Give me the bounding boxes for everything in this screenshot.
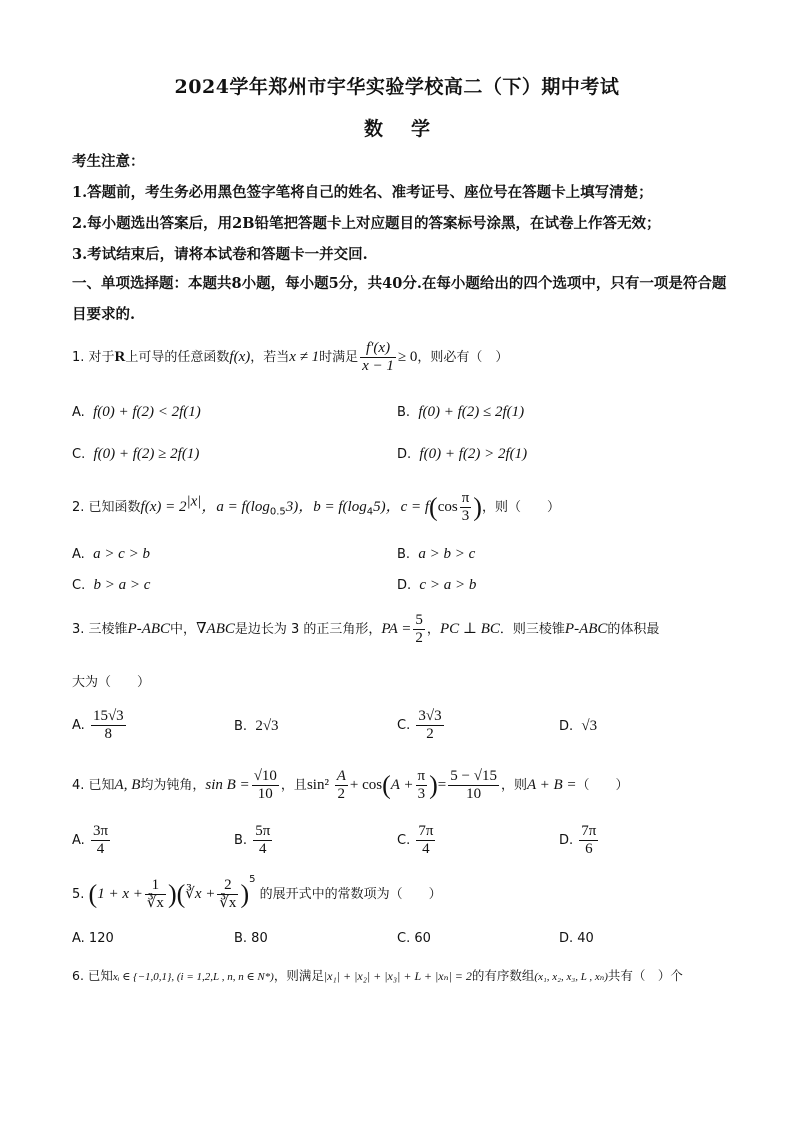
q3-c-label: C. <box>397 718 411 733</box>
q4-c-fraction <box>416 823 435 858</box>
q5-option-b[interactable]: B. 80 <box>234 931 268 946</box>
q4-text-c: ，且 <box>280 778 307 793</box>
q2-fraction <box>460 490 472 525</box>
question-3-line-2: 大为（ ） <box>72 675 151 690</box>
q3-d-text: √3 <box>581 718 598 734</box>
q1-c-label: C. <box>72 447 86 462</box>
q1-real-symbol: R <box>114 349 126 365</box>
q4-b-num: 5π <box>255 823 271 839</box>
q2-c: ，c = f <box>385 499 430 515</box>
q2-b-text: a > b > c <box>418 546 476 562</box>
q4-ab: A, B <box>114 777 141 793</box>
q3-pa: PA = <box>381 621 412 637</box>
q4-b-label: B. <box>234 833 248 848</box>
q3-a-label: A. <box>72 718 85 733</box>
q3-a-den: 8 <box>104 726 113 742</box>
q4-eq: = <box>437 777 447 793</box>
q6-text-d: 共有（ ）个 <box>607 968 683 983</box>
q6-text-a: 6. 已知 <box>72 968 113 983</box>
q4-rhs-num: 5 − √15 <box>450 768 497 784</box>
q3-option-a[interactable] <box>72 708 128 743</box>
q4-option-b[interactable] <box>234 823 274 858</box>
q4-rhs-den: 10 <box>466 786 482 802</box>
q4-c-label: C. <box>397 833 411 848</box>
q1-option-d[interactable] <box>397 446 527 463</box>
q4-d-num: 7π <box>581 823 597 839</box>
q1-a-label: A. <box>72 405 85 420</box>
q1-text-c: ，若当 <box>250 350 290 365</box>
q5-option-a[interactable]: A. 120 <box>72 931 114 946</box>
q4-a-den-opt: 4 <box>96 841 105 857</box>
question-4-stem <box>72 768 629 803</box>
q3-pabc: P-ABC <box>127 621 171 637</box>
question-2-stem <box>72 490 560 525</box>
q3-text-a: 3. 三棱锥 <box>72 622 128 637</box>
q4-sinb-den: 10 <box>257 786 273 802</box>
q4-option-d[interactable] <box>559 823 600 858</box>
q3-b-text: 2√3 <box>255 718 279 734</box>
q2-b-end: 5) <box>373 499 386 515</box>
q2-option-a[interactable] <box>72 546 150 563</box>
q5-f1-den: ∛x <box>146 895 164 911</box>
q1-frac-num: f′(x) <box>360 340 396 358</box>
q1-a-text: f(0) + f(2) < 2f(1) <box>93 404 201 420</box>
q4-d-den: 6 <box>585 841 593 857</box>
q4-b-den: 4 <box>258 841 267 857</box>
q4-paren-close: ) <box>429 770 438 800</box>
q1-fx: f(x) <box>229 349 251 365</box>
q2-option-c[interactable] <box>72 577 150 594</box>
q1-d-text: f(0) + f(2) > 2f(1) <box>419 446 528 462</box>
q4-a-num-opt: 3π <box>92 823 109 839</box>
q5-expr1: 1 + x + <box>97 886 143 902</box>
q1-condition: x ≠ 1 <box>289 349 320 365</box>
q4-b-fraction <box>253 823 272 858</box>
question-6-stem <box>72 966 683 984</box>
q3-c-num: 3√3 <box>418 708 442 724</box>
exam-title: 2024学年郑州市宇华实验学校高二（下）期中考试 <box>174 76 620 98</box>
q4-rhs <box>448 768 499 803</box>
q4-a-num: A <box>336 768 346 784</box>
q2-option-b[interactable] <box>397 546 475 563</box>
q4-text-d: ，则 <box>500 778 527 793</box>
q5-f2-den: ∛x <box>219 895 237 911</box>
q1-frac-den: x − 1 <box>362 358 394 374</box>
q5-number: 5. <box>72 887 85 902</box>
q4-c-den: 4 <box>422 841 430 857</box>
q1-option-c[interactable] <box>72 446 199 463</box>
q3-text-c: 是边长为 3 的正三角形， <box>234 622 382 637</box>
q2-text-e: ，则（ ） <box>481 500 560 515</box>
q1-text-a: 1. 对于 <box>72 350 115 365</box>
q5-frac-1 <box>145 877 166 912</box>
q4-pi-num: π <box>417 768 426 784</box>
q5-text: 的展开式中的常数项为（ ） <box>259 887 442 902</box>
q2-d-text: c > a > b <box>419 577 477 593</box>
q1-c-text: f(0) + f(2) ≥ 2f(1) <box>93 446 200 462</box>
q1-b-text: f(0) + f(2) ≤ 2f(1) <box>418 404 525 420</box>
q4-cos: + cos <box>349 777 383 793</box>
q4-sinb-num: √10 <box>253 768 277 784</box>
q3-text-f: 的体积最 <box>607 622 660 637</box>
q3-triangle: ∇ABC <box>196 621 235 637</box>
q1-option-a[interactable] <box>72 404 201 421</box>
q4-text-b: 均为钝角， <box>140 778 206 793</box>
q4-d-label: D. <box>559 833 574 848</box>
q2-a-text: a > c > b <box>93 546 150 562</box>
q2-d-label: D. <box>397 578 412 593</box>
notice-heading: 考生注意： <box>72 153 145 170</box>
q5-expr2: ∛x + <box>185 886 216 902</box>
q2-b-sub: 4 <box>366 506 374 518</box>
q2-frac-num: π <box>461 490 470 506</box>
q3-b-label: B. <box>234 719 248 734</box>
q4-c-num: 7π <box>418 823 434 839</box>
q6-text-b: ，则满足 <box>273 968 324 983</box>
q4-option-a[interactable] <box>72 823 112 858</box>
q5-frac-2 <box>217 877 238 912</box>
notice-item-2: 2.每小题选出答案后，用2B铅笔把答题卡上对应题目的答案标号涂黑，在试卷上作答无效； <box>72 215 661 232</box>
q1-option-b[interactable] <box>397 404 524 421</box>
q1-text-d: 时满足 <box>319 350 359 365</box>
q3-c-den: 2 <box>426 726 434 742</box>
q2-c-text: b > a > c <box>93 577 151 593</box>
q5-f1-num: 1 <box>145 877 166 895</box>
q2-a-label: A. <box>72 547 85 562</box>
q2-paren-close: ) <box>473 492 482 522</box>
q2-text-a: 2. 已知函数 <box>72 500 141 515</box>
q4-a-den: 2 <box>337 786 346 802</box>
q1-b-label: B. <box>397 405 411 420</box>
subject-title: 数学 <box>363 118 458 140</box>
section-heading: 一、单项选择题：本题共8小题，每小题5分，共40分.在每小题给出的四个选项中，只有一项是符合题目要求的. <box>72 275 727 323</box>
q2-paren-open: ( <box>429 492 438 522</box>
q4-cos-inner: A + <box>390 777 414 793</box>
question-5-stem <box>72 874 442 912</box>
q3-frac-num: 5 <box>415 612 423 628</box>
q3-fraction <box>413 612 425 647</box>
q2-b: ，b = f(log <box>298 499 367 515</box>
q2-frac-den: 3 <box>461 508 470 524</box>
q5-paren-2-close: ) <box>240 879 250 909</box>
q4-option-c[interactable] <box>397 823 437 858</box>
q4-sin2: sin² <box>306 777 333 793</box>
q3-option-d[interactable] <box>559 718 597 735</box>
q6-text-c: 的有序数组 <box>471 968 535 983</box>
q2-a: ，a = f(log <box>201 499 270 515</box>
notice-item-1: 1.答题前，考生务必用黑色签字笔将自己的姓名、准考证号、座位号在答题卡上填写清楚； <box>72 184 653 201</box>
question-3-stem <box>72 612 659 647</box>
question-1-stem <box>72 340 508 375</box>
q2-c-label: C. <box>72 578 86 593</box>
q4-pi-den: 3 <box>417 786 426 802</box>
q5-power: 5 <box>249 874 256 885</box>
q4-sinb: sin B = <box>205 777 250 793</box>
q4-pi-third <box>416 768 428 803</box>
q6-tuple: (x₁, x₂, x₃, L , xₙ) <box>534 971 608 983</box>
q4-text-e: （ ） <box>576 778 629 793</box>
q1-text-e: ，则必有（ ） <box>417 350 509 365</box>
q3-option-c[interactable] <box>397 708 446 743</box>
q4-sinb-fraction <box>252 768 279 803</box>
q3-c-fraction <box>416 708 443 743</box>
q1-d-label: D. <box>397 447 412 462</box>
q1-text-b: 上可导的任意函数 <box>125 350 230 365</box>
q3-perp: PC ⊥ BC <box>439 621 500 637</box>
q3-option-b[interactable] <box>234 718 279 735</box>
q3-frac-den: 2 <box>415 630 423 646</box>
q2-b-label: B. <box>397 547 411 562</box>
q3-a-fraction <box>91 708 126 743</box>
q2-exp: |x| <box>186 493 202 510</box>
q5-paren-1-close: ) <box>167 879 177 909</box>
q4-a-fraction <box>91 823 110 858</box>
q3-text-b: 中， <box>170 622 197 637</box>
q4-text-a: 4. 已知 <box>72 778 115 793</box>
q3-text-d: ， <box>426 622 440 637</box>
q4-a-half <box>335 768 348 803</box>
q5-f2-num: 2 <box>217 877 238 895</box>
q5-option-c[interactable]: C. 60 <box>397 931 431 946</box>
q4-a-label: A. <box>72 833 85 848</box>
q3-d-label: D. <box>559 719 574 734</box>
q2-cos: cos <box>437 499 458 515</box>
q3-pabc-2: P-ABC <box>564 621 608 637</box>
q5-option-d[interactable]: D. 40 <box>559 931 594 946</box>
notice-item-3: 3.考试结束后，请将本试卷和答题卡一并交回. <box>72 246 368 263</box>
q1-ineq: ≥ 0 <box>397 349 418 365</box>
q2-a-sub: 0.5 <box>269 506 286 518</box>
q4-d-fraction <box>579 823 598 858</box>
q2-option-d[interactable] <box>397 577 476 594</box>
q6-sum: |x₁| + |x₂| + |x₃| + L + |xₙ| = 2 <box>323 969 472 983</box>
q6-condition: xᵢ ∈ {−1,0,1}, (i = 1,2,L , n, n ∈ N*) <box>112 971 274 983</box>
q3-text-e: ．则三棱锥 <box>499 622 565 637</box>
q5-paren-1-open: ( <box>88 879 98 909</box>
q1-fraction <box>360 340 396 375</box>
q4-ask: A + B = <box>526 777 577 793</box>
q3-a-num: 15√3 <box>92 708 124 724</box>
q2-a-end: 3) <box>285 499 299 515</box>
q4-paren-open: ( <box>382 770 391 800</box>
q5-paren-2-open: ( <box>176 879 186 909</box>
q2-def: f(x) = 2 <box>140 499 187 515</box>
